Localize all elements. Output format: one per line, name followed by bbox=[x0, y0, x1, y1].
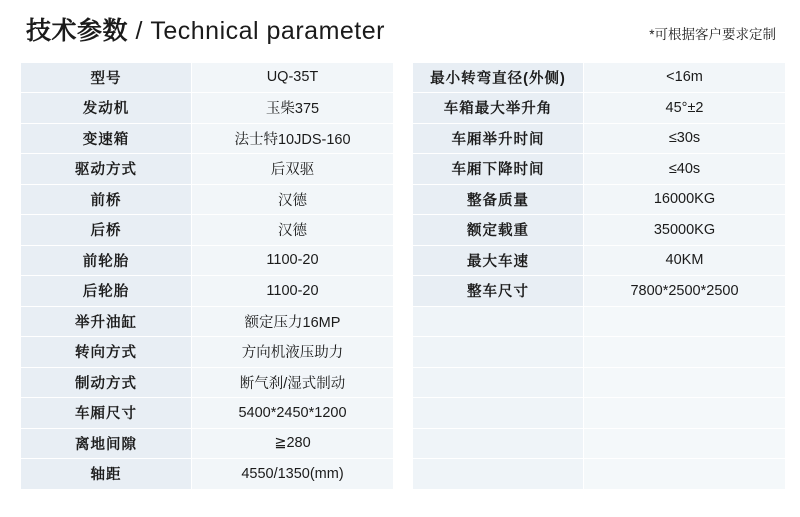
spec-value bbox=[584, 459, 786, 490]
spec-value: 7800*2500*2500 bbox=[584, 276, 786, 307]
spec-label: 离地间隙 bbox=[21, 428, 192, 459]
spec-value: 方向机液压助力 bbox=[192, 337, 394, 368]
table-row bbox=[413, 215, 786, 246]
table-row bbox=[21, 123, 394, 154]
spec-value bbox=[584, 398, 786, 429]
spec-value: 额定压力16MP bbox=[192, 306, 394, 337]
spec-value: 后双驱 bbox=[192, 154, 394, 185]
spec-label: 轴距 bbox=[21, 459, 192, 490]
spec-label: 车厢尺寸 bbox=[21, 398, 192, 429]
table-row bbox=[21, 337, 394, 368]
spec-label bbox=[413, 459, 584, 490]
table-row bbox=[413, 459, 786, 490]
spec-value: 1100-20 bbox=[192, 276, 394, 307]
spec-value: 断气刹/湿式制动 bbox=[192, 367, 394, 398]
spec-label: 额定载重 bbox=[413, 215, 584, 246]
table-row bbox=[21, 367, 394, 398]
spec-value: 汉德 bbox=[192, 215, 394, 246]
right-spec-table-body bbox=[413, 62, 786, 489]
table-row bbox=[413, 93, 786, 124]
spec-label bbox=[413, 398, 584, 429]
spec-value: 1100-20 bbox=[192, 245, 394, 276]
spec-label bbox=[413, 337, 584, 368]
spec-value: 35000KG bbox=[584, 215, 786, 246]
spec-value: 45°±2 bbox=[584, 93, 786, 124]
spec-value: 4550/1350(mm) bbox=[192, 459, 394, 490]
spec-label bbox=[413, 428, 584, 459]
table-row bbox=[413, 184, 786, 215]
spec-value: 5400*2450*1200 bbox=[192, 398, 394, 429]
spec-label: 变速箱 bbox=[21, 123, 192, 154]
table-row bbox=[413, 306, 786, 337]
table-row bbox=[413, 398, 786, 429]
table-row bbox=[21, 184, 394, 215]
table-row bbox=[21, 154, 394, 185]
table-row bbox=[21, 306, 394, 337]
table-row bbox=[413, 367, 786, 398]
table-row bbox=[21, 428, 394, 459]
page-header bbox=[20, 18, 780, 46]
table-row bbox=[21, 459, 394, 490]
table-row bbox=[21, 62, 394, 93]
spec-value: 玉柴375 bbox=[192, 93, 394, 124]
spec-value: 汉德 bbox=[192, 184, 394, 215]
table-row bbox=[413, 245, 786, 276]
table-row bbox=[413, 428, 786, 459]
spec-value: 法士特10JDS-160 bbox=[192, 123, 394, 154]
spec-label: 举升油缸 bbox=[21, 306, 192, 337]
spec-value bbox=[584, 306, 786, 337]
table-row bbox=[413, 154, 786, 185]
table-row bbox=[413, 337, 786, 368]
page-title-cn: 技术参数 bbox=[26, 17, 129, 45]
spec-label: 最大车速 bbox=[413, 245, 584, 276]
table-row bbox=[21, 93, 394, 124]
spec-label: 发动机 bbox=[21, 93, 192, 124]
spec-label: 前轮胎 bbox=[21, 245, 192, 276]
table-row bbox=[21, 245, 394, 276]
spec-value bbox=[584, 428, 786, 459]
spec-label: 后桥 bbox=[21, 215, 192, 246]
spec-value: ≧280 bbox=[192, 428, 394, 459]
right-spec-table bbox=[412, 62, 786, 490]
customization-note: *可根据客户要求定制 bbox=[649, 26, 776, 42]
spec-value bbox=[584, 337, 786, 368]
spec-label: 后轮胎 bbox=[21, 276, 192, 307]
spec-value: ≤40s bbox=[584, 154, 786, 185]
spec-value bbox=[584, 367, 786, 398]
spec-label: 转向方式 bbox=[21, 337, 192, 368]
spec-label: 整备质量 bbox=[413, 184, 584, 215]
spec-label: 制动方式 bbox=[21, 367, 192, 398]
spec-value: 16000KG bbox=[584, 184, 786, 215]
table-row bbox=[21, 215, 394, 246]
table-row bbox=[413, 62, 786, 93]
spec-value: UQ-35T bbox=[192, 62, 394, 93]
page-title-separator: / bbox=[128, 17, 151, 45]
spec-label: 驱动方式 bbox=[21, 154, 192, 185]
spec-label: 车箱最大举升角 bbox=[413, 93, 584, 124]
spec-value: ≤30s bbox=[584, 123, 786, 154]
spec-label: 前桥 bbox=[21, 184, 192, 215]
spec-label: 车厢下降时间 bbox=[413, 154, 584, 185]
spec-label: 整车尺寸 bbox=[413, 276, 584, 307]
left-spec-table bbox=[20, 62, 394, 490]
spec-label: 车厢举升时间 bbox=[413, 123, 584, 154]
left-spec-table-body bbox=[21, 62, 394, 489]
table-row bbox=[413, 276, 786, 307]
table-row bbox=[21, 398, 394, 429]
spec-label bbox=[413, 306, 584, 337]
table-row bbox=[21, 276, 394, 307]
table-row bbox=[413, 123, 786, 154]
spec-label bbox=[413, 367, 584, 398]
page-title-en: Technical parameter bbox=[150, 17, 385, 45]
page-title bbox=[26, 18, 385, 46]
spec-label: 型号 bbox=[21, 62, 192, 93]
spec-value: <16m bbox=[584, 62, 786, 93]
spec-tables bbox=[20, 62, 780, 490]
spec-value: 40KM bbox=[584, 245, 786, 276]
spec-label: 最小转弯直径(外侧) bbox=[413, 62, 584, 93]
